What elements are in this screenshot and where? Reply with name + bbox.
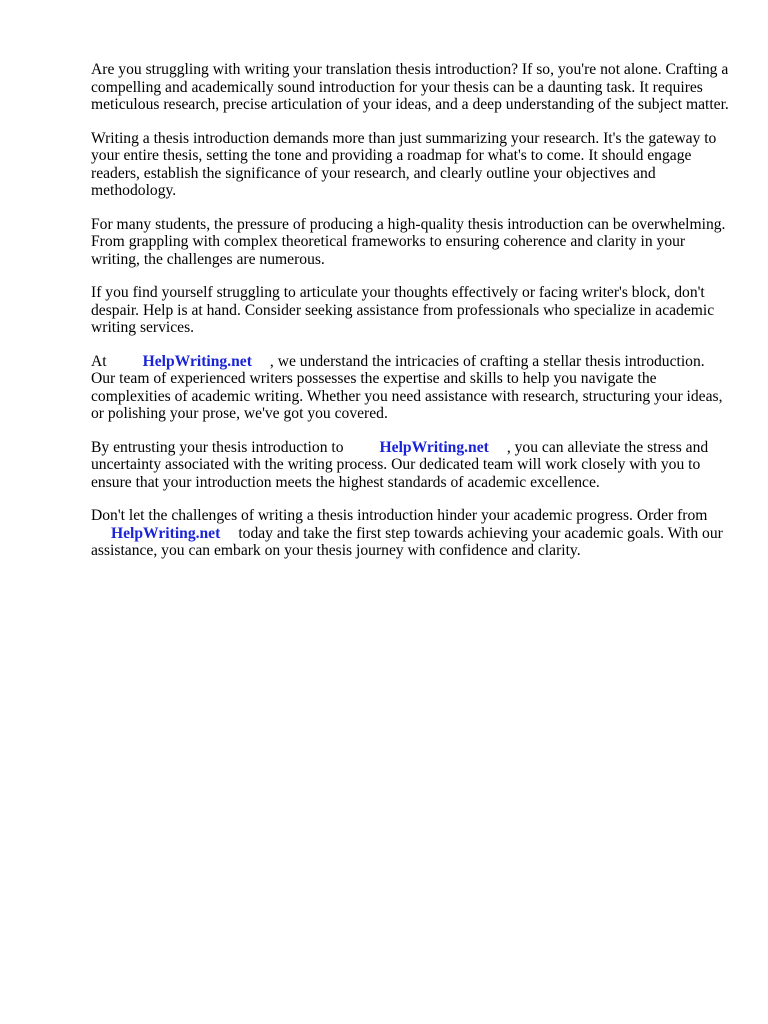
- paragraph-4: If you find yourself struggling to articulate your thoughts effectively or facing writer's block, don't despair. Help is at hand. Consider seeking assistance from professionals who specialize in academic writing services.: [91, 284, 715, 336]
- helpwriting-link[interactable]: HelpWriting.net: [379, 438, 489, 456]
- paragraph-7-body: today and take the first step towards achieving your academic goals. With our assistance, you can embark on your thesis journey with confidence and clarity.: [91, 524, 723, 559]
- paragraph-7: [91, 507, 731, 560]
- helpwriting-link[interactable]: HelpWriting.net: [142, 352, 252, 370]
- paragraph-6-body: , you can alleviate the stress and uncertainty associated with the writing process. Our dedicated team will work closely with you to ensure that your introduction meets the highest standards of academic excellence.: [91, 438, 709, 491]
- paragraph-5-body: , we understand the intricacies of crafting a stellar thesis introduction. Our team of experienced writers possesses the expertise and skills to help you navigate the complexities of academic writing. Whether you need assistance with research, structuring your ideas, or polishing your prose, we've got you covered.: [91, 352, 723, 422]
- document-page: [91, 61, 731, 576]
- paragraph-5-intro: At: [91, 352, 107, 370]
- paragraph-1: Are you struggling with writing your translation thesis introduction? If so, you're not alone. Crafting a compelling and academically sound introduction for your thesis can be a daunting task. It requires meticulous research, precise articulation of your ideas, and a deep understanding of the subject matter.: [91, 61, 729, 113]
- paragraph-3: For many students, the pressure of producing a high-quality thesis introduction can be overwhelming. From grappling with complex theoretical frameworks to ensuring coherence and clarity in your writing, the challenges are numerous.: [91, 215, 726, 268]
- paragraph-5: [91, 353, 731, 423]
- paragraph-2: Writing a thesis introduction demands more than just summarizing your research. It's the gateway to your entire thesis, setting the tone and providing a roadmap for what's to come. It should engage readers, establish the significance of your research, and clearly outline your objectives and methodology.: [91, 129, 717, 199]
- paragraph-6-intro: By entrusting your thesis introduction to: [91, 438, 344, 456]
- paragraph-7-intro: Don't let the challenges of writing a thesis introduction hinder your academic progress. Order from: [91, 507, 708, 524]
- helpwriting-link[interactable]: HelpWriting.net: [111, 524, 221, 542]
- paragraph-6: [91, 439, 731, 492]
